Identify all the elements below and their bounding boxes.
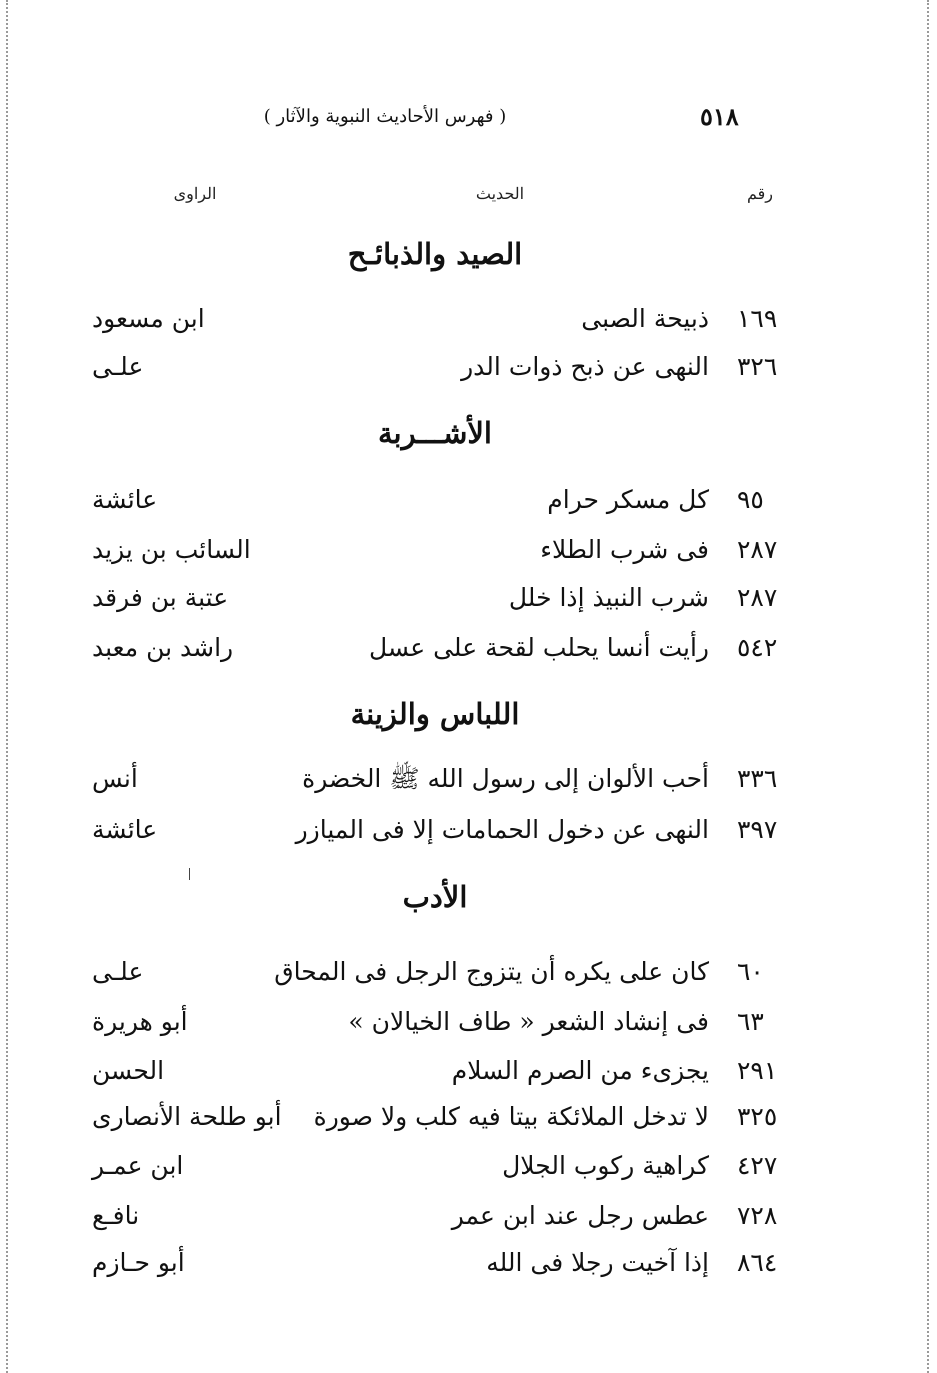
entry-hadith: أحب الألوان إلى رسول الله ﷺ الخضرة [302, 764, 709, 793]
entry-number: ٥٤٢ [737, 633, 778, 662]
entry-hadith: النهى عن ذبح ذوات الدر [461, 352, 709, 381]
entry-narrator: عتبة بن فرقد [92, 583, 229, 612]
entry-narrator: السائب بن يزيد [92, 535, 251, 564]
entry-hadith: ذبيحة الصبى [581, 304, 709, 333]
entry-narrator: راشد بن معبد [92, 633, 234, 662]
entry-number: ٤٢٧ [737, 1151, 778, 1180]
column-header-hadith: الحديث [475, 184, 525, 203]
entry-narrator: ابن مسعود [92, 304, 205, 333]
entry-hadith: النهى عن دخول الحمامات إلا فى الميازر [295, 815, 709, 844]
entry-number: ٩٥ [737, 485, 764, 514]
entry-hadith: كان على يكره أن يتزوج الرجل فى المحاق [274, 957, 709, 986]
index-entry [0, 1241, 937, 1285]
section-title: الصيد والذبائـح [347, 237, 523, 271]
index-entry [0, 1194, 937, 1238]
entry-narrator: أنس [92, 764, 138, 793]
entry-narrator: ابن عمـر [92, 1151, 184, 1180]
entry-narrator: عائشة [92, 485, 158, 514]
entry-number: ٦٠ [737, 957, 764, 986]
entry-hadith: رأيت أنسا يحلب لقحة على عسل [369, 633, 709, 662]
entry-narrator: علـى [92, 957, 144, 986]
index-entry [0, 626, 937, 670]
entry-narrator: أبو حـازم [92, 1248, 185, 1277]
index-entry [0, 345, 937, 389]
entry-number: ٣٢٥ [737, 1102, 778, 1131]
column-header-narrator: الراوى [173, 184, 217, 203]
entry-number: ٧٢٨ [737, 1201, 778, 1230]
section-title: اللباس والزينة [350, 697, 520, 731]
column-header-number: رقم [746, 184, 774, 203]
entry-number: ١٦٩ [737, 304, 778, 333]
index-entry [0, 528, 937, 572]
entry-narrator: أبو هريرة [92, 1007, 188, 1036]
index-entry [0, 1144, 937, 1188]
section-title: الأدب [402, 880, 468, 914]
page-number: ٥١٨ [700, 102, 739, 131]
entry-hadith: كل مسكر حرام [547, 485, 709, 514]
index-entry [0, 1000, 937, 1044]
entry-narrator: الحسن [92, 1056, 165, 1085]
entry-hadith: فى إنشاد الشعر « طاف الخيالان » [348, 1007, 709, 1036]
index-entry [0, 576, 937, 620]
entry-narrator: أبو طلحة الأنصارى [92, 1102, 282, 1131]
entry-number: ٦٣ [737, 1007, 764, 1036]
index-entry [0, 297, 937, 341]
running-title: ( فهرس الأحاديث النبوية والآثار ) [263, 106, 507, 127]
entry-hadith: كراهية ركوب الجلال [502, 1151, 709, 1180]
entry-narrator: علـى [92, 352, 144, 381]
section-title: الأشـــربة [377, 416, 492, 450]
entry-number: ٢٩١ [737, 1056, 778, 1085]
index-entry [0, 757, 937, 801]
entry-narrator: عائشة [92, 815, 158, 844]
entry-hadith: لا تدخل الملائكة بيتا فيه كلب ولا صورة [313, 1102, 709, 1131]
entry-narrator: نافـع [92, 1201, 140, 1230]
entry-hadith: شرب النبيذ إذا خلل [508, 583, 709, 612]
index-entry [0, 808, 937, 852]
entry-hadith: فى شرب الطلاء [540, 535, 709, 564]
index-entry [0, 1095, 937, 1139]
entry-hadith: يجزىء من الصرم السلام [451, 1056, 709, 1085]
index-entry [0, 1049, 937, 1093]
entry-number: ٢٨٧ [737, 583, 778, 612]
index-entry [0, 950, 937, 994]
entry-number: ٨٦٤ [737, 1248, 778, 1277]
entry-hadith: إذا آخيت رجلا فى الله [486, 1248, 709, 1277]
entry-number: ٣٢٦ [737, 352, 778, 381]
entry-hadith: عطس رجل عند ابن عمر [451, 1201, 709, 1230]
entry-number: ٣٩٧ [737, 815, 778, 844]
entry-number: ٢٨٧ [737, 535, 778, 564]
index-entry [0, 478, 937, 522]
entry-number: ٣٣٦ [737, 764, 778, 793]
page-mark [189, 868, 190, 880]
